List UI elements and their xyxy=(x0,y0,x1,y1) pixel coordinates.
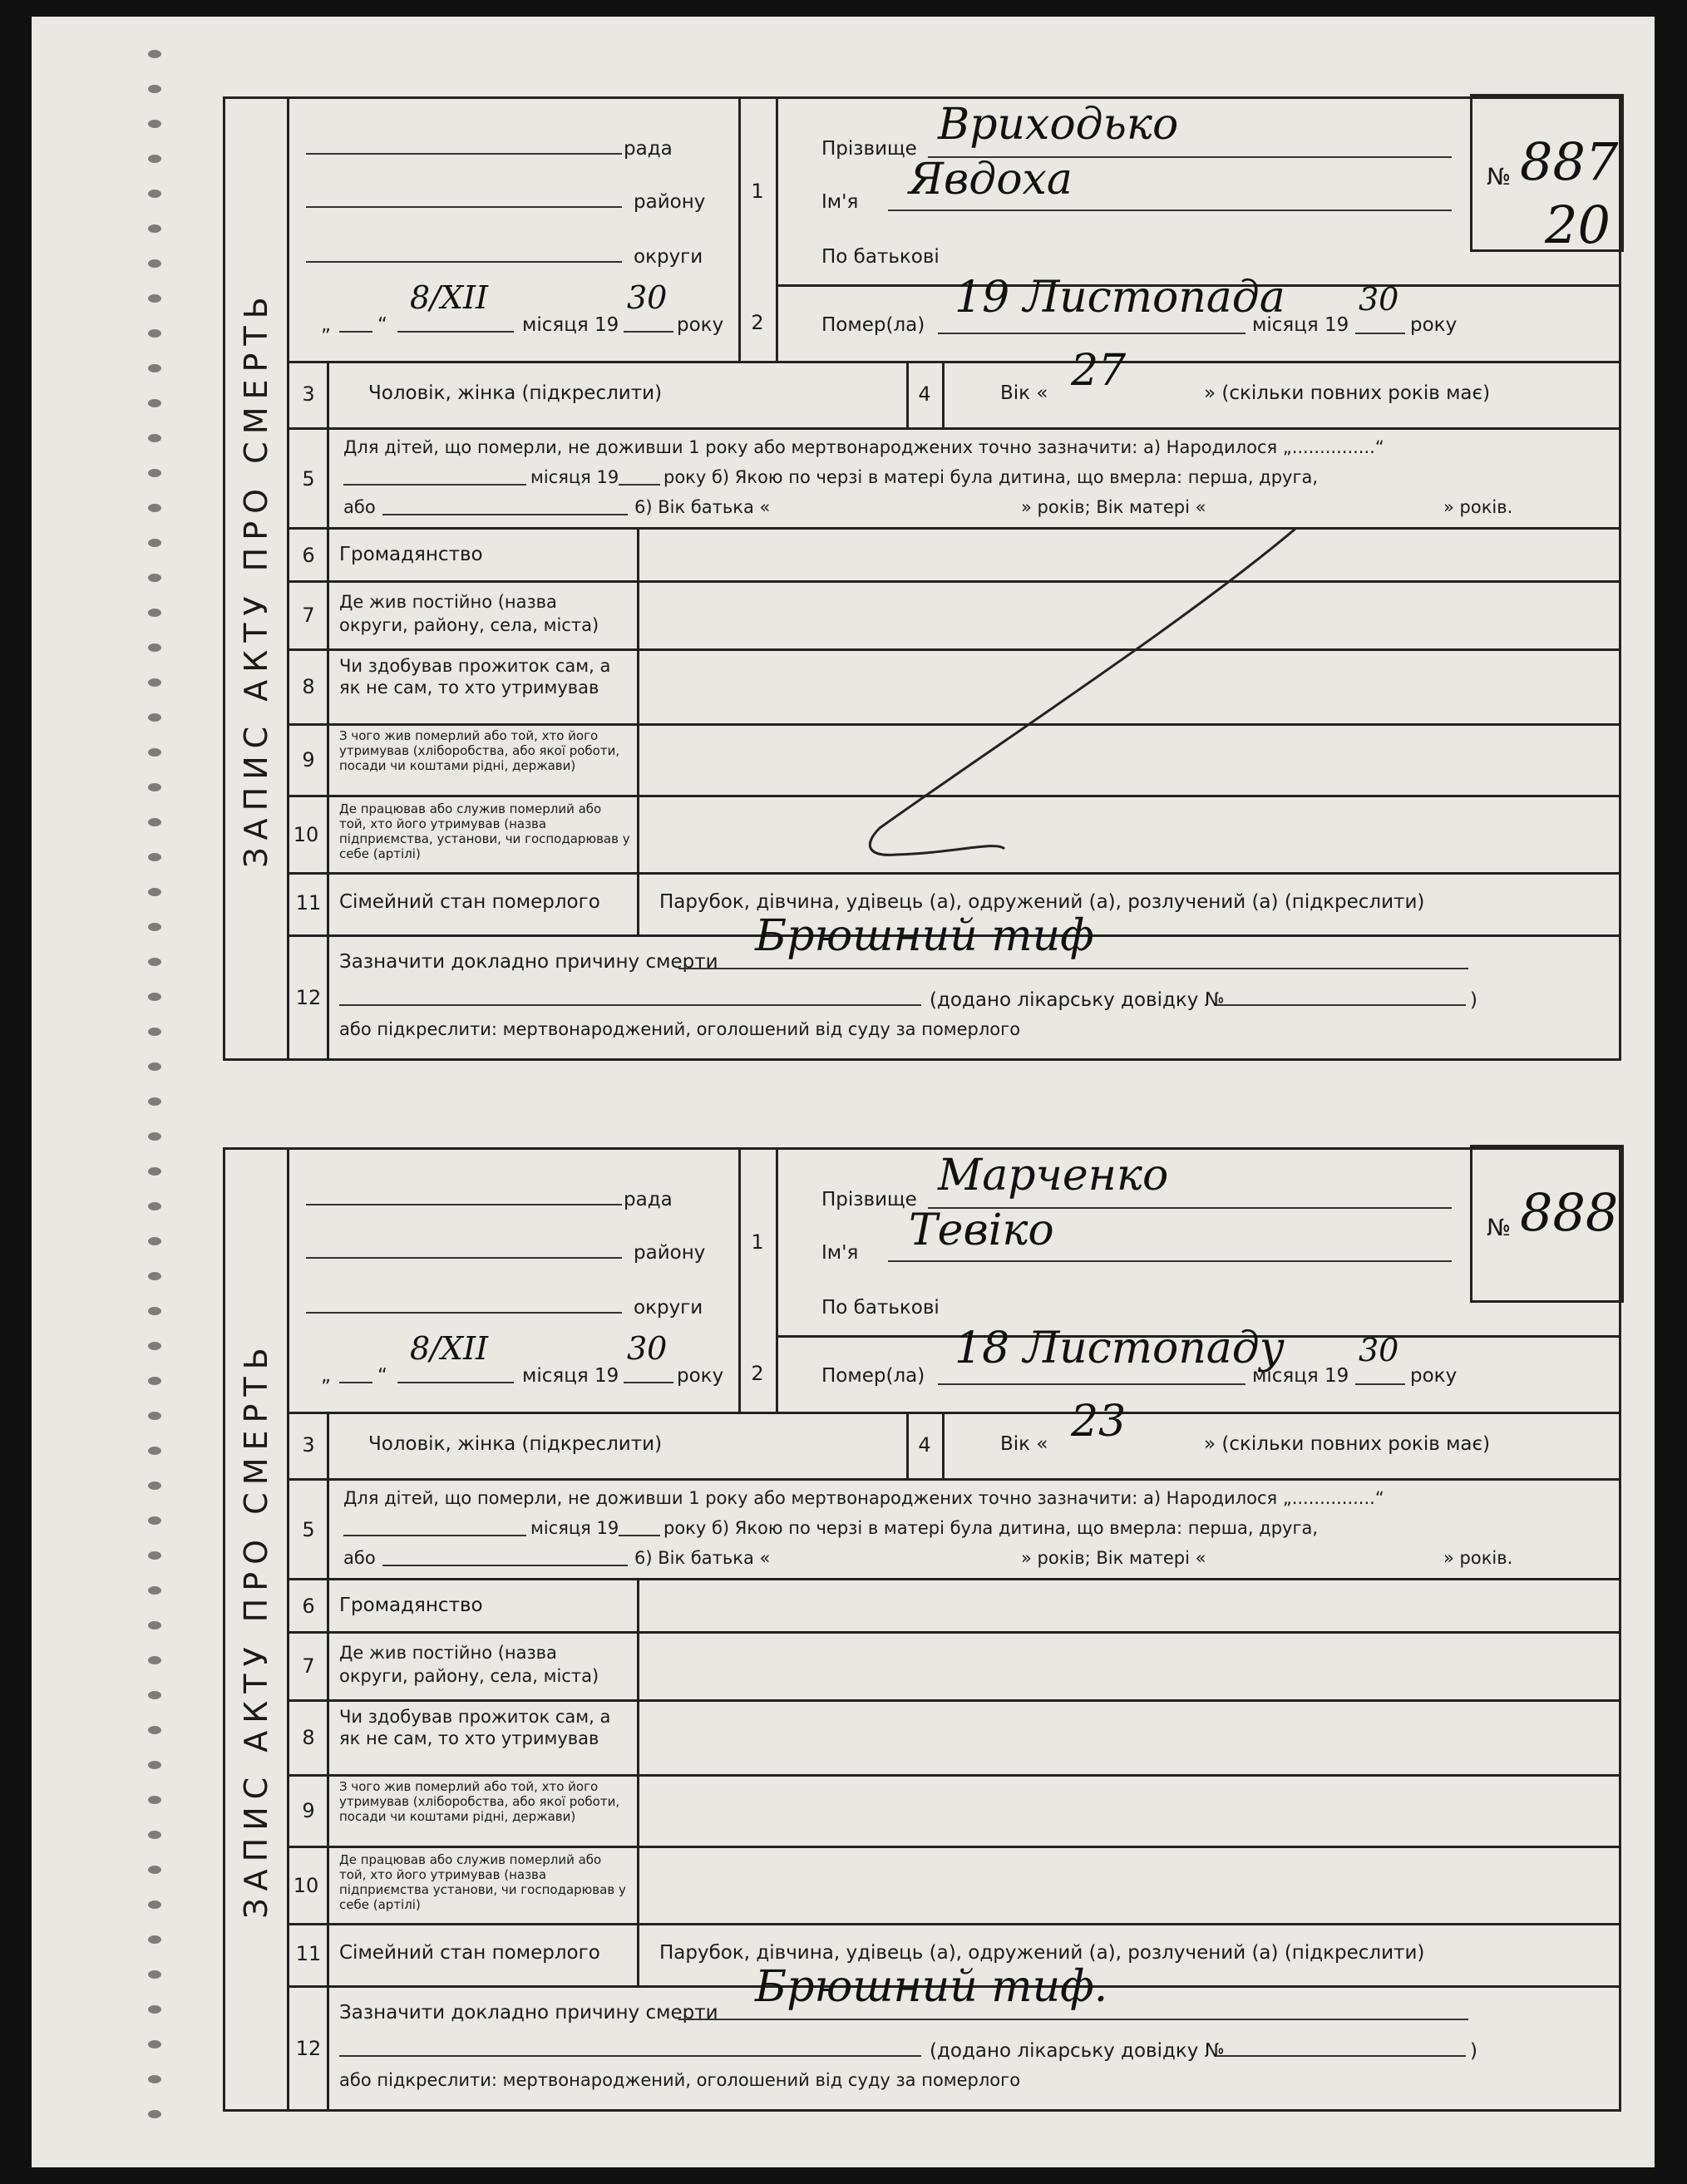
row-number-10: 10 xyxy=(293,823,319,846)
children-line-2-year-blank xyxy=(619,1535,660,1536)
age-value: 27 xyxy=(1071,346,1127,396)
binding-hole xyxy=(148,1970,161,1979)
children-line-2a: місяця 19 xyxy=(530,1518,619,1538)
death-month-label: місяця 19 xyxy=(1252,314,1349,336)
children-line-2-blank xyxy=(343,484,526,486)
col-divider-2 xyxy=(776,1147,778,1412)
marital-options: Парубок, дівчина, удівець (а), одружений (а), розлучений (а) (підкреслити) xyxy=(659,891,1425,913)
raion-label: району xyxy=(634,1242,706,1264)
side-title-strip xyxy=(223,1147,289,2112)
cause-label: Зазначити докладно причину смерти xyxy=(339,2002,718,2024)
binding-hole xyxy=(148,678,161,687)
name-value: Явдоха xyxy=(909,155,1073,205)
registration-year: 30 xyxy=(627,1330,668,1367)
row-number-5: 5 xyxy=(302,1518,315,1541)
death-date-line xyxy=(938,333,1246,334)
children-line-2-year-blank xyxy=(619,484,660,486)
binding-hole xyxy=(148,643,161,652)
binding-hole xyxy=(148,748,161,757)
patronymic-label: По батькові xyxy=(821,1297,940,1319)
death-year: 30 xyxy=(1359,281,1399,318)
row9-bottom-line xyxy=(289,1846,1621,1848)
binding-hole xyxy=(148,1726,161,1734)
row5-bottom-line xyxy=(289,1578,1621,1580)
doctor-note: (додано лікарську довідку № xyxy=(930,2040,1225,2062)
okruha-label: округи xyxy=(634,246,703,268)
binding-hole xyxy=(148,329,161,338)
binding-hole xyxy=(148,469,161,477)
cause-value: Брюшний тиф. xyxy=(755,1962,1108,2012)
binding-hole xyxy=(148,1307,161,1315)
binding-hole xyxy=(148,2005,161,2014)
sex-label: Чоловік, жінка (підкреслити) xyxy=(368,382,663,404)
row-number-8: 8 xyxy=(302,1726,315,1749)
row-number-3: 3 xyxy=(302,382,315,406)
stillborn-note: або підкреслити: мертвонароджений, оголошений від суду за померлого xyxy=(339,2070,1021,2090)
binding-hole xyxy=(148,1551,161,1560)
died-label: Помер(ла) xyxy=(821,1365,925,1387)
surname-value: Вриходько xyxy=(938,100,1179,150)
year-label: року xyxy=(677,314,724,336)
record-number-label: № xyxy=(1487,163,1512,190)
year-label: року xyxy=(677,1365,724,1387)
rada-label: рада xyxy=(624,138,673,160)
doctor-note-line xyxy=(1216,2055,1466,2057)
row-number-6: 6 xyxy=(302,1595,315,1618)
row-number-4: 4 xyxy=(918,1433,931,1457)
name-label: Ім'я xyxy=(821,1242,859,1264)
row-number-2: 2 xyxy=(751,311,764,334)
row-number-7: 7 xyxy=(302,1654,315,1678)
cause-second-line xyxy=(339,2055,921,2057)
row-number-9: 9 xyxy=(302,1799,315,1822)
livelihood-label: Чи здобував прожиток сам, а як не сам, то хто утримував xyxy=(339,1707,611,1748)
side-title: ЗАПИС АКТУ ПРО СМЕРТЬ xyxy=(238,289,274,868)
death-day-month: 18 Листопаду xyxy=(954,1324,1285,1373)
death-year-label: року xyxy=(1410,314,1458,336)
workplace-label: Де працював або служив померлий або той, хто його утримував (назва підприємства, установи, чи господарював у себе (артілі) xyxy=(339,801,630,861)
death-year-label: року xyxy=(1410,1365,1458,1387)
date-quote-line xyxy=(339,331,372,333)
okruha-line xyxy=(306,261,622,263)
binding-hole xyxy=(148,190,161,198)
raion-line xyxy=(306,206,622,208)
binding-hole xyxy=(148,259,161,268)
binding-hole xyxy=(148,1412,161,1420)
age-label-close: » (скільки повних років має) xyxy=(1204,1433,1491,1455)
binding-hole xyxy=(148,1761,161,1769)
row3-divider-b xyxy=(942,1412,945,1478)
binding-hole xyxy=(148,1202,161,1210)
registration-day: 8/XII xyxy=(410,279,489,316)
children-line-3c: » років; Вік матері « xyxy=(1021,497,1206,517)
binding-hole xyxy=(148,539,161,547)
month-label: місяця 19 xyxy=(522,1365,619,1387)
row-number-12: 12 xyxy=(295,2037,322,2060)
children-line-2-blank xyxy=(343,1535,526,1536)
date-quote-line xyxy=(339,1382,372,1383)
binding-hole xyxy=(148,818,161,826)
age-label-open: Вік « xyxy=(1000,382,1048,404)
binding-hole xyxy=(148,923,161,931)
surname-value: Марченко xyxy=(938,1151,1169,1200)
binding-hole xyxy=(148,1691,161,1699)
raion-label: району xyxy=(634,191,706,213)
doctor-note: (додано лікарську довідку № xyxy=(930,989,1225,1011)
residence-label: Де жив постійно (назва округи, району, села, міста) xyxy=(339,592,599,635)
binding-hole xyxy=(148,1796,161,1804)
binding-hole xyxy=(148,1342,161,1350)
children-line-2a: місяця 19 xyxy=(530,467,619,487)
row-number-8: 8 xyxy=(302,675,315,698)
okruha-label: округи xyxy=(634,1297,703,1319)
row-number-12: 12 xyxy=(295,986,322,1009)
children-line-3b: 6) Вік батька « xyxy=(634,497,771,517)
binding-hole xyxy=(148,85,161,93)
strike-through-path xyxy=(870,529,1295,855)
death-day-month: 19 Листопада xyxy=(954,273,1285,323)
name-value: Тевіко xyxy=(909,1205,1054,1255)
binding-hole xyxy=(148,1097,161,1106)
binding-hole xyxy=(148,2110,161,2118)
binding-hole xyxy=(148,1447,161,1455)
binding-hole xyxy=(148,364,161,372)
row-number-3: 3 xyxy=(302,1433,315,1457)
row-number-1: 1 xyxy=(751,1230,764,1254)
marital-options: Парубок, дівчина, удівець (а), одружений (а), розлучений (а) (підкреслити) xyxy=(659,1942,1425,1964)
rada-line xyxy=(306,153,622,155)
workplace-label: Де працював або служив померлий або той, хто його утримував (назва підприємства установи, чи господарював у себе (артілі) xyxy=(339,1852,626,1912)
death-year-line xyxy=(1355,1383,1405,1385)
row6-bottom-line xyxy=(289,1631,1621,1634)
cause-second-line xyxy=(339,1004,921,1006)
binding-hole xyxy=(148,1866,161,1874)
registration-day-line xyxy=(397,1382,514,1383)
age-label-open: Вік « xyxy=(1000,1433,1048,1455)
side-title: ЗАПИС АКТУ ПРО СМЕРТЬ xyxy=(238,1340,274,1919)
death-month-label: місяця 19 xyxy=(1252,1365,1349,1387)
registration-year-line xyxy=(624,331,673,333)
header-bottom-line xyxy=(289,361,1621,363)
death-year: 30 xyxy=(1359,1332,1399,1368)
livelihood-label: Чи здобував прожиток сам, а як не сам, то хто утримував xyxy=(339,656,611,698)
doctor-note-close: ) xyxy=(1470,2040,1477,2062)
rada-line xyxy=(306,1204,622,1205)
registration-year: 30 xyxy=(627,279,668,316)
citizenship-label: Громадянство xyxy=(339,544,483,565)
binding-hole xyxy=(148,294,161,303)
binding-hole xyxy=(148,574,161,582)
record-number-label: № xyxy=(1487,1214,1512,1241)
binding-hole xyxy=(148,1935,161,1944)
children-line-3a: або xyxy=(343,1548,376,1568)
children-line-2b: року б) Якою по черзі в матері була дитина, що вмерла: перша, друга, xyxy=(663,467,1319,487)
binding-hole xyxy=(148,1377,161,1385)
binding-hole xyxy=(148,2075,161,2083)
children-line-2b: року б) Якою по черзі в матері була дитина, що вмерла: перша, друга, xyxy=(663,1518,1319,1538)
row11-divider xyxy=(637,872,639,934)
binding-hole xyxy=(148,120,161,128)
record-number: 888 xyxy=(1520,1182,1619,1243)
children-line-1: Для дітей, що померли, не доживши 1 року або мертвонароджених точно зазначити: а) Народилося „...............“ xyxy=(343,437,1384,457)
death-record-card-1 xyxy=(223,96,1621,1061)
children-line-1: Для дітей, що померли, не доживши 1 року або мертвонароджених точно зазначити: а) Народилося „...............“ xyxy=(343,1488,1384,1508)
binding-hole xyxy=(148,399,161,407)
stillborn-note: або підкреслити: мертвонароджений, оголошений від суду за померлого xyxy=(339,1019,1021,1039)
row-number-2: 2 xyxy=(751,1362,764,1385)
row3-divider-b xyxy=(942,361,945,427)
side-title-strip xyxy=(223,96,289,1061)
binding-hole xyxy=(148,1272,161,1280)
surname-label: Прізвище xyxy=(821,138,917,160)
death-year-line xyxy=(1355,333,1405,334)
binding-hole xyxy=(148,783,161,791)
binding-hole xyxy=(148,155,161,163)
date-quote-close: “ xyxy=(377,314,387,336)
binding-hole xyxy=(148,993,161,1001)
label-column-line xyxy=(637,1578,639,1923)
registration-day-line xyxy=(397,331,514,333)
cause-value: Брюшний тиф xyxy=(755,911,1094,961)
extra-number: 20 xyxy=(1545,195,1611,255)
name-line xyxy=(888,210,1452,211)
date-quote-close: “ xyxy=(377,1365,387,1387)
number-column-line xyxy=(327,1412,329,2112)
doctor-note-line xyxy=(1216,1004,1466,1006)
died-label: Помер(ла) xyxy=(821,314,925,336)
row10-bottom-line xyxy=(289,1923,1621,1925)
row8-bottom-line xyxy=(289,1774,1621,1777)
binding-hole xyxy=(148,1621,161,1629)
binding-hole xyxy=(148,1167,161,1176)
month-label: місяця 19 xyxy=(522,314,619,336)
age-value: 23 xyxy=(1071,1397,1127,1447)
rada-label: рада xyxy=(624,1189,673,1210)
age-label-close: » (скільки повних років має) xyxy=(1204,382,1491,404)
children-line-3c: » років; Вік матері « xyxy=(1021,1548,1206,1568)
binding-hole xyxy=(148,1901,161,1909)
row-number-11: 11 xyxy=(295,891,322,915)
residence-label: Де жив постійно (назва округи, району, села, міста) xyxy=(339,1643,599,1686)
binding-hole xyxy=(148,1132,161,1141)
archive-page xyxy=(32,17,1655,2167)
row11-divider xyxy=(637,1923,639,1985)
binding-hole xyxy=(148,1028,161,1036)
cause-line xyxy=(678,968,1468,969)
binding-hole xyxy=(148,1586,161,1595)
binding-hole xyxy=(148,888,161,896)
record-number: 887 xyxy=(1520,131,1619,192)
date-quote-open: „ xyxy=(321,314,331,336)
row-number-9: 9 xyxy=(302,748,315,772)
name-label: Ім'я xyxy=(821,191,859,213)
number-column-line xyxy=(327,361,329,1061)
death-record-card-2 xyxy=(223,1147,1621,2112)
binding-hole xyxy=(148,50,161,58)
marital-label: Сімейний стан померлого xyxy=(339,1942,600,1964)
binding-hole xyxy=(148,1237,161,1245)
binding-hole xyxy=(148,609,161,617)
okruha-line xyxy=(306,1312,622,1314)
row-number-4: 4 xyxy=(918,382,931,406)
row-number-6: 6 xyxy=(302,544,315,567)
binding-hole xyxy=(148,2040,161,2048)
row-number-11: 11 xyxy=(295,1942,322,1965)
children-line-3d: » років. xyxy=(1443,497,1513,517)
marital-label: Сімейний стан померлого xyxy=(339,891,600,913)
surname-label: Прізвище xyxy=(821,1189,917,1210)
doctor-note-close: ) xyxy=(1470,989,1477,1011)
death-date-line xyxy=(938,1383,1246,1385)
strike-through-mark xyxy=(722,529,1304,878)
binding-hole xyxy=(148,713,161,722)
raion-line xyxy=(306,1257,622,1259)
binding-hole xyxy=(148,853,161,861)
binding-hole xyxy=(148,1062,161,1071)
children-line-3a: або xyxy=(343,497,376,517)
binding-hole xyxy=(148,1831,161,1839)
row-number-10: 10 xyxy=(293,1874,319,1897)
binding-hole xyxy=(148,504,161,512)
registration-year-line xyxy=(624,1382,673,1383)
col-divider-2 xyxy=(776,96,778,361)
label-column-line xyxy=(637,527,639,872)
binding-holes xyxy=(148,50,166,2162)
row-number-1: 1 xyxy=(751,180,764,203)
occupation-label: З чого жив померлий або той, хто його утримував (хліборобства, або якої роботи, посади чи коштами рідні, держави) xyxy=(339,1779,620,1824)
binding-hole xyxy=(148,224,161,233)
date-quote-open: „ xyxy=(321,1365,331,1387)
header-bottom-line xyxy=(289,1412,1621,1414)
cause-line xyxy=(678,2019,1468,2020)
binding-hole xyxy=(148,1481,161,1490)
children-line-3-blank xyxy=(382,514,628,515)
children-line-3-blank xyxy=(382,1565,628,1566)
children-line-3d: » років. xyxy=(1443,1548,1513,1568)
row34-bottom-line xyxy=(289,1478,1621,1481)
name-line xyxy=(888,1260,1452,1262)
occupation-label: З чого жив померлий або той, хто його утримував (хліборобства, або якої роботи, посади чи коштами рідні, держави) xyxy=(339,728,620,773)
patronymic-label: По батькові xyxy=(821,246,940,268)
registration-day: 8/XII xyxy=(410,1330,489,1367)
sex-label: Чоловік, жінка (підкреслити) xyxy=(368,1433,663,1455)
children-line-3b: 6) Вік батька « xyxy=(634,1548,771,1568)
row7-bottom-line xyxy=(289,1699,1621,1702)
cause-label: Зазначити докладно причину смерти xyxy=(339,951,718,973)
binding-hole xyxy=(148,958,161,966)
citizenship-label: Громадянство xyxy=(339,1595,483,1616)
row34-bottom-line xyxy=(289,427,1621,430)
row-number-7: 7 xyxy=(302,604,315,627)
binding-hole xyxy=(148,1656,161,1664)
binding-hole xyxy=(148,1516,161,1525)
binding-hole xyxy=(148,434,161,442)
row-number-5: 5 xyxy=(302,467,315,491)
